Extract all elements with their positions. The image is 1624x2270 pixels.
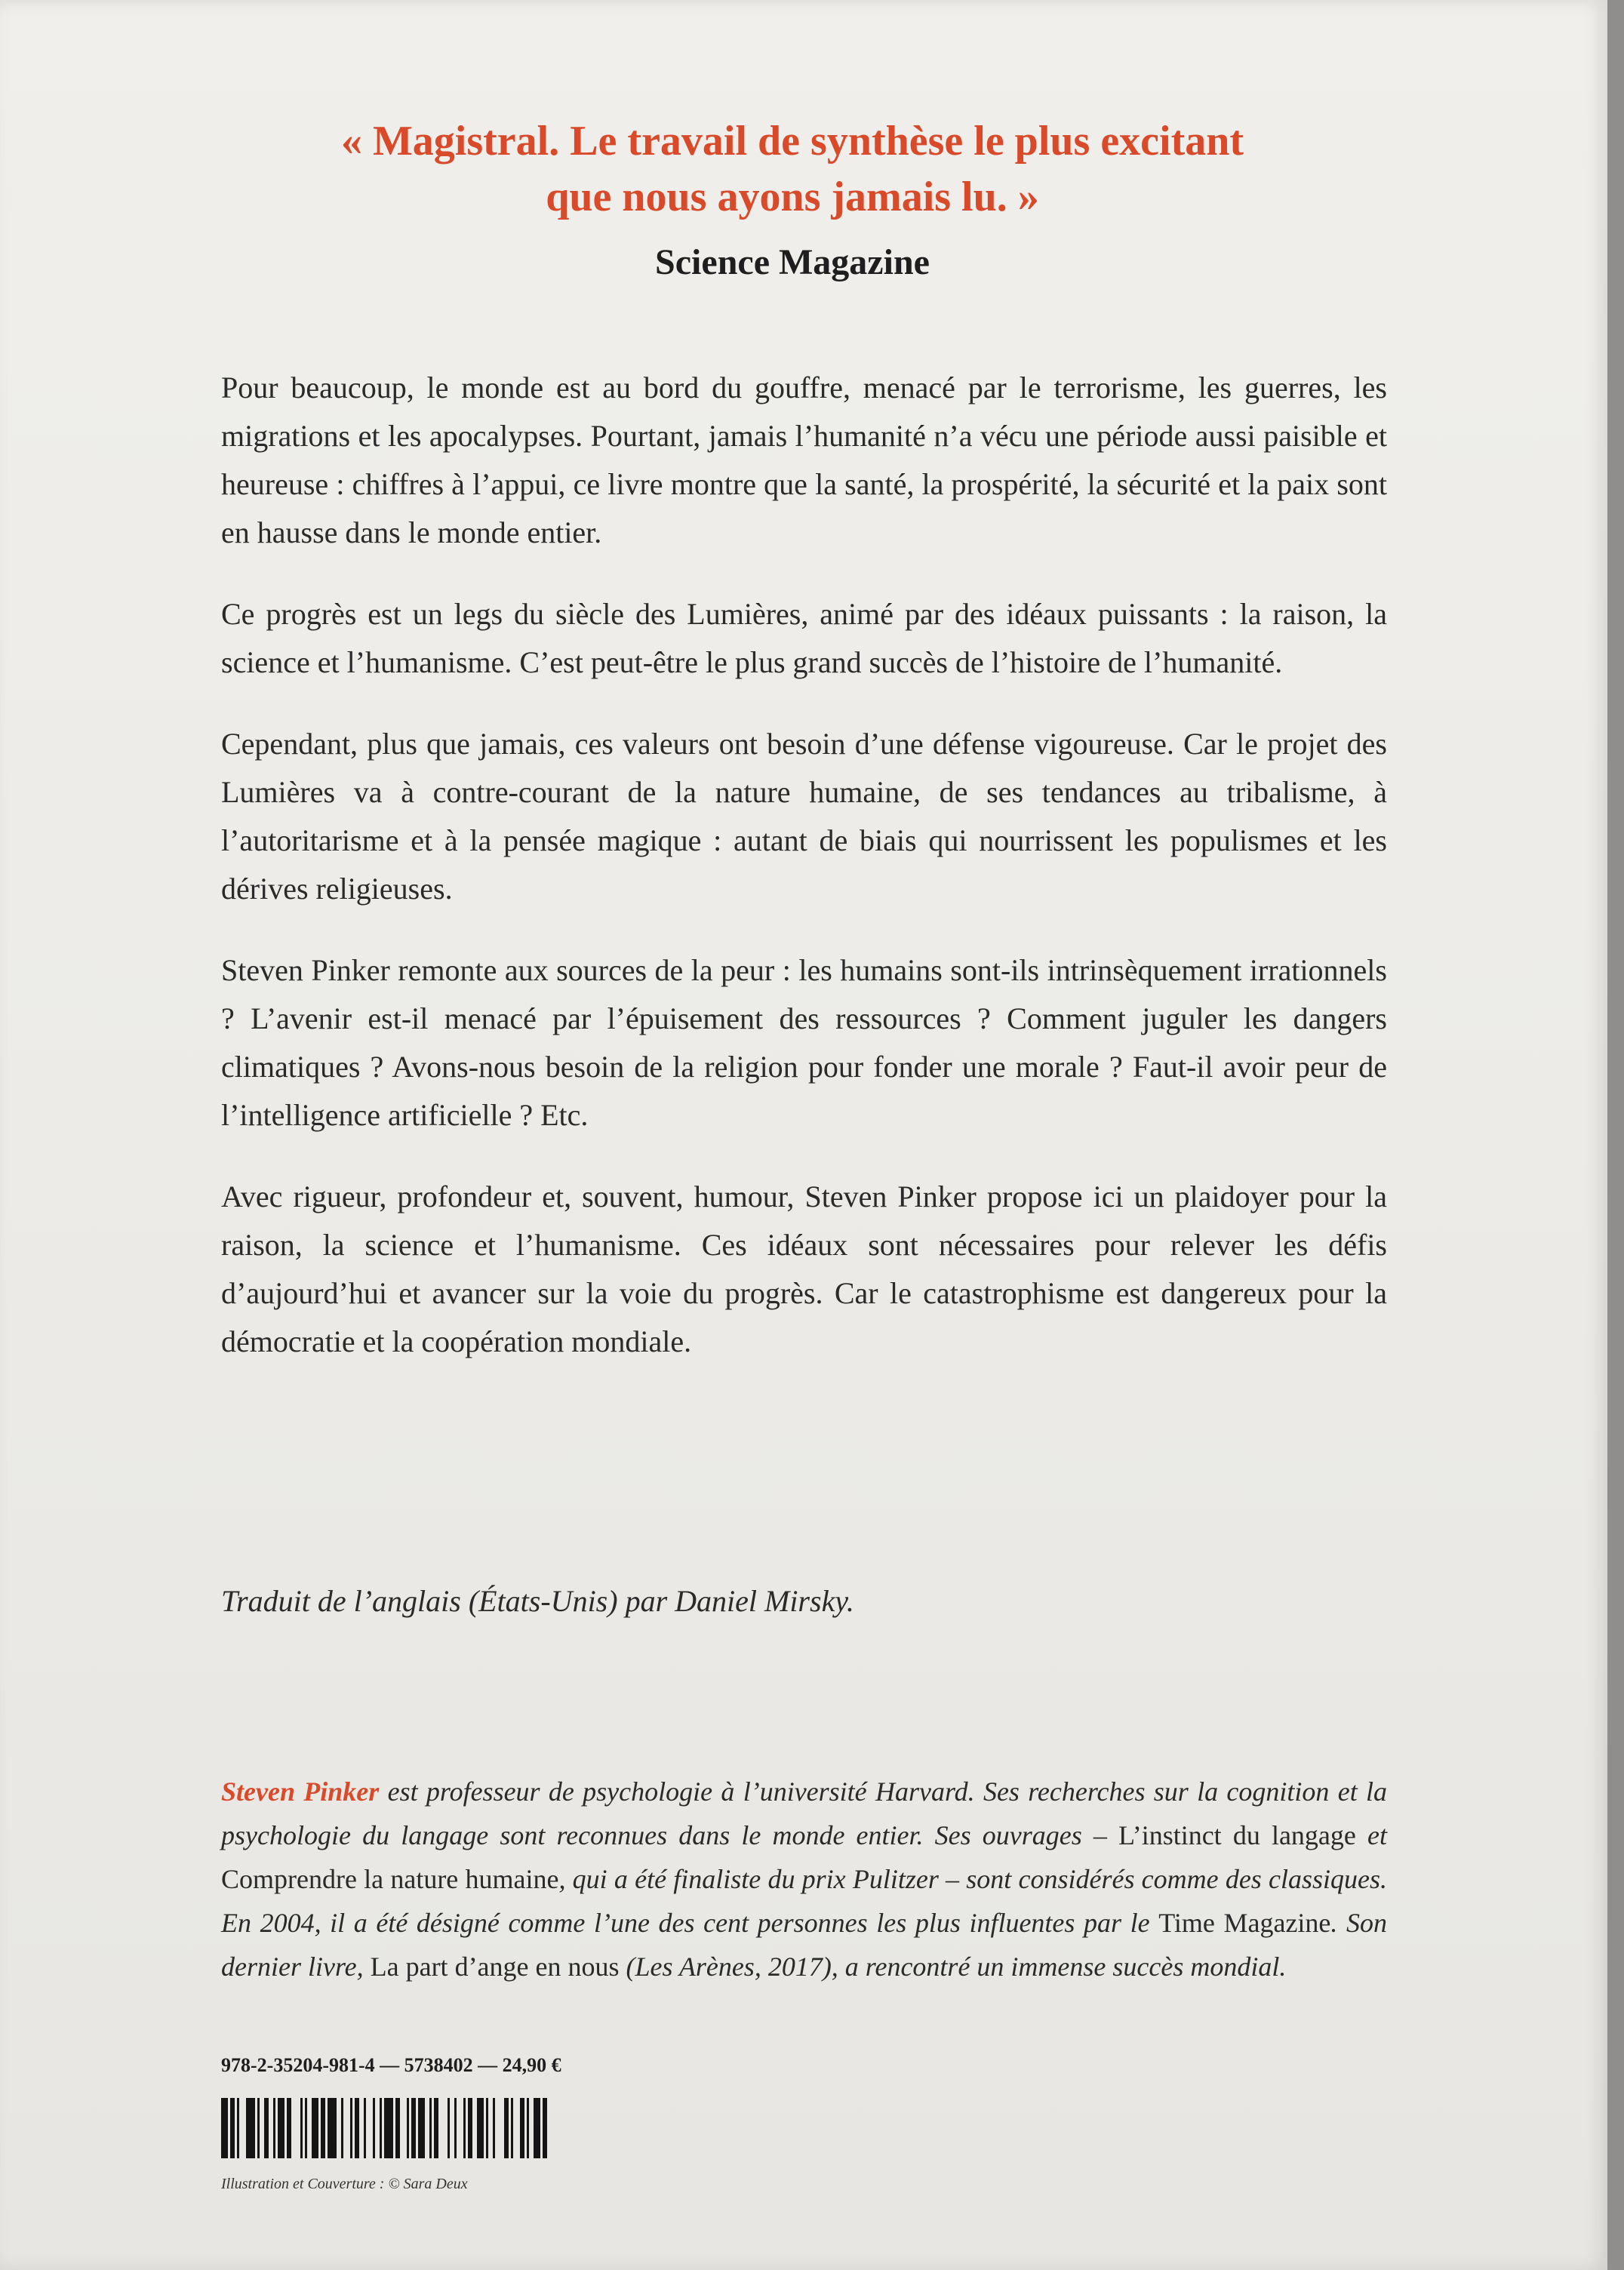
quote-source: Science Magazine xyxy=(655,242,930,282)
bio-book-2: Comprendre la nature humaine xyxy=(221,1864,559,1894)
bio-text-1: est professeur de psychologie à l’université Harvard. Ses recherches sur la cognition et la psychologie du langage sont reconnues dans le monde entier. Ses ouvrages – xyxy=(221,1776,1388,1850)
blurb-paragraph-3: Cependant, plus que jamais, ces valeurs ont besoin d’une défense vigoureuse. Car le projet des Lumières va à contre-courant de la nature humaine, de ses tendances au tribalisme, à l’autoritarisme et à la pensée magique : autant de biais qui nourrissent les populismes et les dérives religieuses. xyxy=(221,727,1387,906)
blurb-paragraph-1: Pour beaucoup, le monde est au bord du gouffre, menacé par le terrorisme, les guerres, les migrations et les apocalypses. Pourtant, jamais l’humanité n’a vécu une période aussi paisible et heureuse : chiffres à l’appui, ce livre montre que la santé, la prospérité, la sécurité et la paix sont en hausse dans le monde entier. xyxy=(221,371,1387,549)
bio-text-4: . Son dernier livre, xyxy=(221,1908,1388,1982)
bio-text-3: , qui a été finaliste du prix Pulitzer – sont considérés comme des classiques. En 2004, il a été désigné comme l’une des cent personnes les plus influentes par le xyxy=(221,1864,1388,1938)
bio-magazine: Time Magazine xyxy=(1158,1908,1331,1938)
pull-quote-line-2: que nous ayons jamais lu. » xyxy=(546,174,1039,220)
author-bio xyxy=(221,1770,1387,1989)
blurb-paragraph-2: Ce progrès est un legs du siècle des Lumières, animé par des idéaux puissants : la raison, la science et l’humanisme. C’est peut-être le plus grand succès de l’histoire de l’humanité. xyxy=(221,597,1387,679)
blurb-paragraph-4: Steven Pinker remonte aux sources de la peur : les humains sont-ils intrinsèquement irrationnels ? L’avenir est-il menacé par l’épuisement des ressources ? Comment juguler les dangers climatiques ? Avons-nous besoin de la religion pour fonder une morale ? Faut-il avoir peur de l’intelligence artificielle ? Etc. xyxy=(221,953,1387,1132)
translator-credit: Traduit de l’anglais (États-Unis) par Daniel Mirsky. xyxy=(221,1584,854,1618)
isbn-price-line: 978-2-35204-981-4 — 5738402 — 24,90 € xyxy=(221,2054,561,2076)
bio-book-1: L’instinct du langage xyxy=(1118,1820,1356,1850)
illustration-credit: Illustration et Couverture : © Sara Deux xyxy=(221,2176,468,2192)
barcode-icon xyxy=(221,2098,678,2158)
bio-book-3: La part d’ange en nous xyxy=(370,1952,620,1982)
bio-text-5: (Les Arènes, 2017), a rencontré un immense succès mondial. xyxy=(619,1952,1287,1982)
pull-quote xyxy=(189,113,1396,225)
author-name: Steven Pinker xyxy=(221,1776,380,1807)
blurb-paragraph-5: Avec rigueur, profondeur et, souvent, humour, Steven Pinker propose ici un plaidoyer pour la raison, la science et l’humanisme. Ces idéaux sont nécessaires pour relever les défis d’aujourd’hui et avancer sur la voie du progrès. Car le catastrophisme est dangereux pour la démocratie et la coopération mondiale. xyxy=(221,1180,1387,1358)
pull-quote-line-1: « Magistral. Le travail de synthèse le plus excitant xyxy=(340,118,1244,165)
bio-text-2: et xyxy=(1355,1820,1387,1850)
blurb-body xyxy=(221,364,1387,1399)
